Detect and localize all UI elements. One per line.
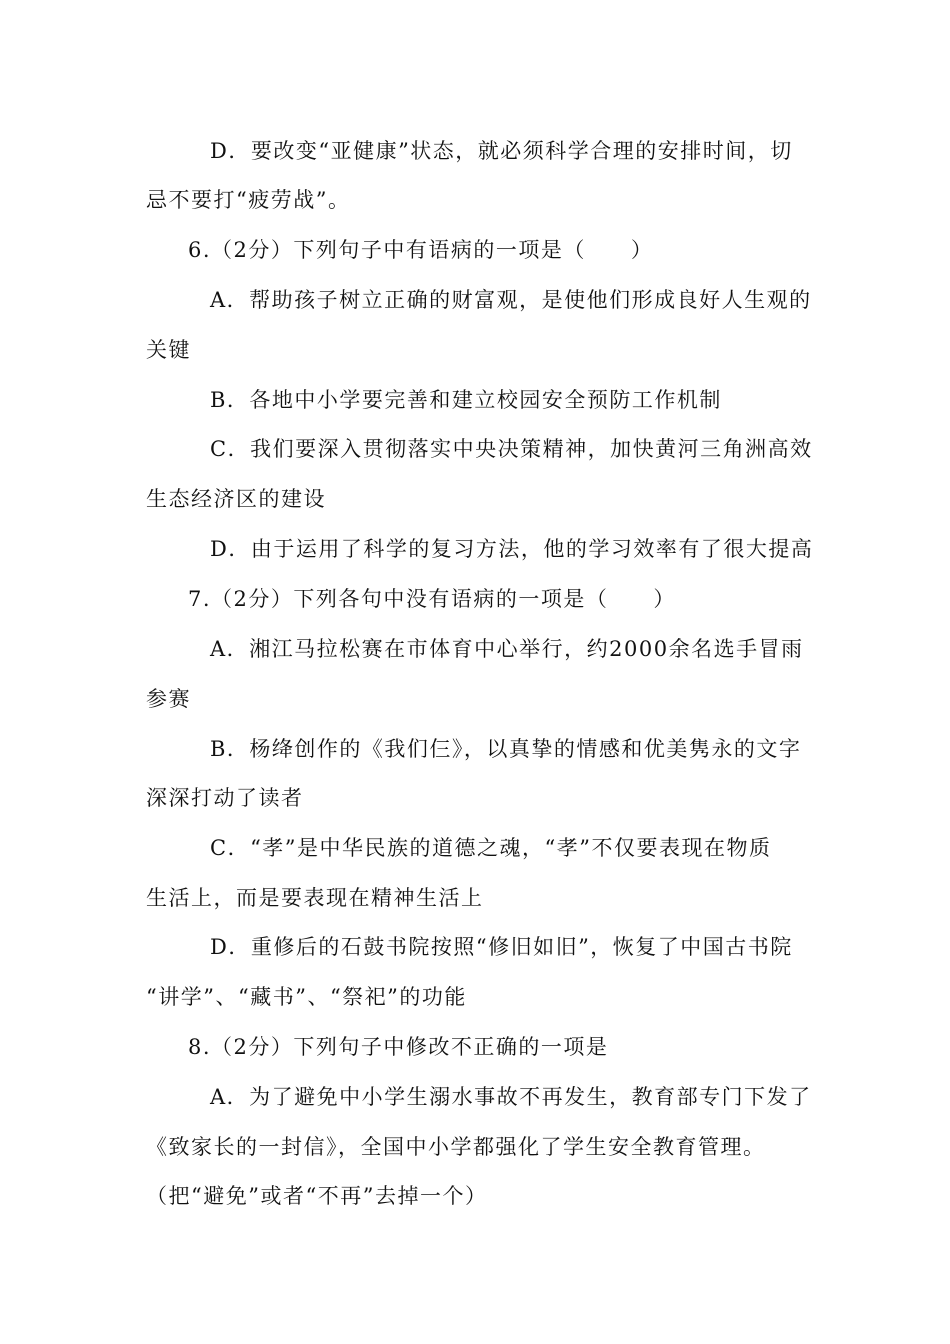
q7-option-a-line-1: A．湘江马拉松赛在市体育中心举行，约2000余名选手冒雨 xyxy=(210,637,804,661)
q6-option-c-line-1: C．我们要深入贯彻落实中央决策精神，加快黄河三角洲高效 xyxy=(210,437,813,461)
q8-stem: 8.（2分）下列句子中修改不正确的一项是 xyxy=(188,1035,609,1059)
q7-stem: 7.（2分）下列各句中没有语病的一项是（ ） xyxy=(188,587,676,611)
q7-option-d-line-1: D．重修后的石鼓书院按照“修旧如旧”，恢复了中国古书院 xyxy=(210,935,793,959)
q7-option-d-line-2: “讲学”、“藏书”、“祭祀”的功能 xyxy=(146,985,467,1009)
q7-option-c-line-1: C．“孝”是中华民族的道德之魂，“孝”不仅要表现在物质 xyxy=(210,836,772,860)
q6-option-a-line-1: A．帮助孩子树立正确的财富观，是使他们形成良好人生观的 xyxy=(210,288,812,312)
q7-option-c-line-2: 生活上，而是要表现在精神生活上 xyxy=(146,886,484,910)
q7-option-a-line-2: 参赛 xyxy=(146,687,191,711)
q7-option-b-line-1: B．杨绛创作的《我们仨》，以真挚的情感和优美隽永的文字 xyxy=(210,737,802,761)
q6-stem: 6.（2分）下列句子中有语病的一项是（ ） xyxy=(188,238,654,262)
q8-option-a-line-2: 《致家长的一封信》，全国中小学都强化了学生安全教育管理。 xyxy=(146,1135,766,1159)
q5-option-d-line-1: D．要改变“亚健康”状态，就必须科学合理的安排时间，切 xyxy=(210,139,793,163)
q6-option-a-line-2: 关键 xyxy=(146,338,191,362)
q7-option-b-line-2: 深深打动了读者 xyxy=(146,786,304,810)
q5-option-d-line-2: 忌不要打“疲劳战”。 xyxy=(146,188,351,212)
q6-option-c-line-2: 生态经济区的建设 xyxy=(146,487,326,511)
q8-option-a-line-1: A．为了避免中小学生溺水事故不再发生，教育部专门下发了 xyxy=(210,1085,812,1109)
q6-option-d: D．由于运用了科学的复习方法，他的学习效率有了很大提高 xyxy=(210,537,814,561)
q6-option-b: B．各地中小学要完善和建立校园安全预防工作机制 xyxy=(210,388,722,412)
q8-option-a-line-3: （把“避免”或者“不再”去掉一个） xyxy=(146,1184,488,1208)
